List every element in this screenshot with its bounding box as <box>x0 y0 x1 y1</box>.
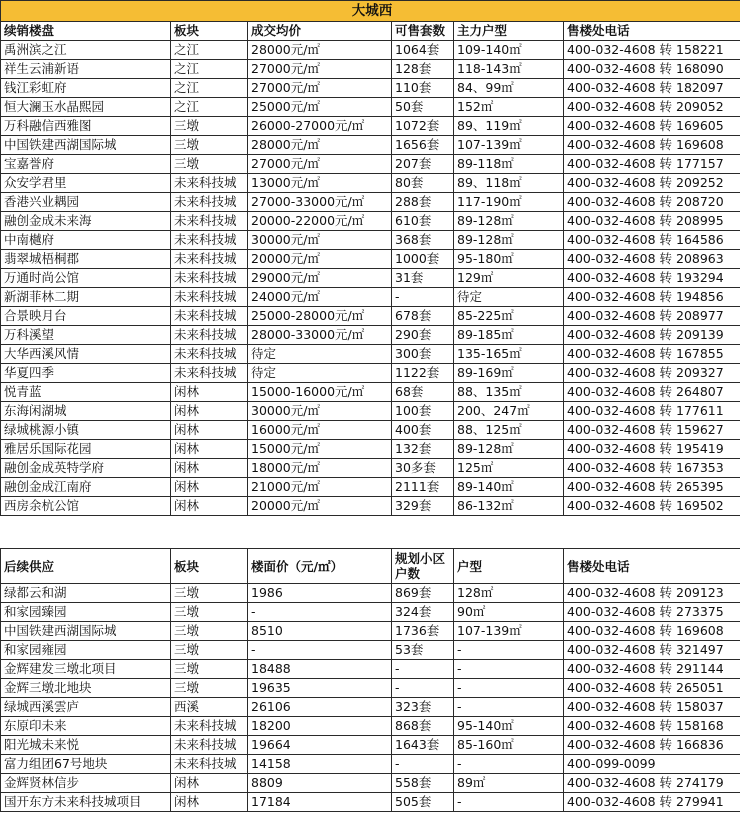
table-row <box>1 345 740 364</box>
phone-cell: 400-032-4608 转 177611 <box>564 402 740 421</box>
price-cell: 26106 <box>248 698 392 717</box>
project-name-cell: 雅居乐国际花园 <box>1 440 171 459</box>
project-name-cell: 合景映月台 <box>1 307 171 326</box>
layout-cell: 128㎡ <box>454 584 564 603</box>
layout-cell: - <box>454 641 564 660</box>
district-cell: 三墩 <box>171 679 248 698</box>
district-cell: 闲林 <box>171 497 248 516</box>
table-row <box>1 364 740 383</box>
project-name-cell: 宝嘉誉府 <box>1 155 171 174</box>
project-name-cell: 万科溪望 <box>1 326 171 345</box>
phone-cell: 400-032-4608 转 279941 <box>564 793 740 812</box>
phone-cell: 400-032-4608 转 265051 <box>564 679 740 698</box>
district-cell: 闲林 <box>171 774 248 793</box>
layout-cell: 117-190㎡ <box>454 193 564 212</box>
col-header: 续销楼盘 <box>1 22 171 41</box>
price-cell: 27000元/㎡ <box>248 60 392 79</box>
project-name-cell: 翡翠城梧桐郡 <box>1 250 171 269</box>
price-cell: - <box>248 603 392 622</box>
table-row <box>1 478 740 497</box>
district-cell: 未来科技城 <box>171 755 248 774</box>
district-cell: 闲林 <box>171 478 248 497</box>
header-row <box>1 22 740 41</box>
units-cell: 1656套 <box>392 136 454 155</box>
district-cell: 未来科技城 <box>171 193 248 212</box>
district-cell: 之江 <box>171 98 248 117</box>
units-cell: 1736套 <box>392 622 454 641</box>
table-row <box>1 793 740 812</box>
phone-cell: 400-032-4608 转 273375 <box>564 603 740 622</box>
project-name-cell: 香港兴业耦园 <box>1 193 171 212</box>
col-header: 板块 <box>171 549 248 584</box>
units-cell: 1072套 <box>392 117 454 136</box>
district-cell: 之江 <box>171 41 248 60</box>
layout-cell: - <box>454 698 564 717</box>
layout-cell: - <box>454 679 564 698</box>
col-header: 板块 <box>171 22 248 41</box>
project-name-cell: 国开东方未来科技城项目 <box>1 793 171 812</box>
phone-cell: 400-032-4608 转 158168 <box>564 717 740 736</box>
project-name-cell: 中南樾府 <box>1 231 171 250</box>
price-cell: 25000-28000元/㎡ <box>248 307 392 326</box>
phone-cell: 400-032-4608 转 169608 <box>564 622 740 641</box>
units-cell: 1122套 <box>392 364 454 383</box>
units-cell: 1064套 <box>392 41 454 60</box>
layout-cell: 135-165㎡ <box>454 345 564 364</box>
units-cell: 329套 <box>392 497 454 516</box>
table-row <box>1 603 740 622</box>
units-cell: 324套 <box>392 603 454 622</box>
layout-cell: 84、99㎡ <box>454 79 564 98</box>
table-row <box>1 660 740 679</box>
phone-cell: 400-032-4608 转 195419 <box>564 440 740 459</box>
district-cell: 之江 <box>171 79 248 98</box>
layout-cell: 95-140㎡ <box>454 717 564 736</box>
project-name-cell: 绿城桃源小镇 <box>1 421 171 440</box>
district-cell: 三墩 <box>171 603 248 622</box>
phone-cell: 400-032-4608 转 164586 <box>564 231 740 250</box>
units-cell: 323套 <box>392 698 454 717</box>
project-name-cell: 悦青蓝 <box>1 383 171 402</box>
phone-cell: 400-032-4608 转 167353 <box>564 459 740 478</box>
project-name-cell: 东海闲湖城 <box>1 402 171 421</box>
district-cell: 三墩 <box>171 155 248 174</box>
project-name-cell: 融创金成江南府 <box>1 478 171 497</box>
table-row <box>1 774 740 793</box>
price-cell: 26000-27000元/㎡ <box>248 117 392 136</box>
price-cell: 28000元/㎡ <box>248 136 392 155</box>
price-cell: 待定 <box>248 364 392 383</box>
layout-cell: 85-225㎡ <box>454 307 564 326</box>
units-cell: - <box>392 288 454 307</box>
phone-cell: 400-032-4608 转 321497 <box>564 641 740 660</box>
district-cell: 三墩 <box>171 136 248 155</box>
units-cell: 1643套 <box>392 736 454 755</box>
project-name-cell: 众安学君里 <box>1 174 171 193</box>
phone-cell: 400-032-4608 转 291144 <box>564 660 740 679</box>
price-cell: 18488 <box>248 660 392 679</box>
project-name-cell: 恒大澜玉水晶熙园 <box>1 98 171 117</box>
phone-cell: 400-032-4608 转 209052 <box>564 98 740 117</box>
project-name-cell: 和家园雍园 <box>1 641 171 660</box>
layout-cell: 107-139㎡ <box>454 136 564 155</box>
phone-cell: 400-032-4608 转 209139 <box>564 326 740 345</box>
project-name-cell: 中国铁建西湖国际城 <box>1 622 171 641</box>
layout-cell: 89、119㎡ <box>454 117 564 136</box>
section-gap <box>0 528 740 548</box>
table-title: 大城西 <box>1 1 740 22</box>
future-supply-table <box>0 548 740 812</box>
col-header: 户型 <box>454 549 564 584</box>
phone-cell: 400-099-0099 <box>564 755 740 774</box>
layout-cell: 88、135㎡ <box>454 383 564 402</box>
phone-cell: 400-032-4608 转 177157 <box>564 155 740 174</box>
price-cell: 20000元/㎡ <box>248 497 392 516</box>
price-cell: 待定 <box>248 345 392 364</box>
layout-cell: 89-169㎡ <box>454 364 564 383</box>
layout-cell: 89-128㎡ <box>454 212 564 231</box>
layout-cell: 89-140㎡ <box>454 478 564 497</box>
layout-cell: 89㎡ <box>454 774 564 793</box>
layout-cell: 109-140㎡ <box>454 41 564 60</box>
col-header: 楼面价（元/㎡） <box>248 549 392 584</box>
units-cell: 290套 <box>392 326 454 345</box>
price-cell: 1986 <box>248 584 392 603</box>
units-cell: 31套 <box>392 269 454 288</box>
district-cell: 西溪 <box>171 698 248 717</box>
phone-cell: 400-032-4608 转 208995 <box>564 212 740 231</box>
phone-cell: 400-032-4608 转 168090 <box>564 60 740 79</box>
table-row <box>1 717 740 736</box>
units-cell: - <box>392 755 454 774</box>
units-cell: 128套 <box>392 60 454 79</box>
price-cell: 21000元/㎡ <box>248 478 392 497</box>
phone-cell: 400-032-4608 转 194856 <box>564 288 740 307</box>
col-header: 规划小区户数 <box>392 549 454 584</box>
district-cell: 闲林 <box>171 440 248 459</box>
table-row <box>1 307 740 326</box>
col-header: 后续供应 <box>1 549 171 584</box>
price-cell: 28000元/㎡ <box>248 41 392 60</box>
price-cell: 27000元/㎡ <box>248 79 392 98</box>
table-row <box>1 41 740 60</box>
table-row <box>1 459 740 478</box>
district-cell: 未来科技城 <box>171 212 248 231</box>
units-cell: 678套 <box>392 307 454 326</box>
table-row <box>1 174 740 193</box>
district-cell: 未来科技城 <box>171 250 248 269</box>
layout-cell: 89-128㎡ <box>454 440 564 459</box>
phone-cell: 400-032-4608 转 274179 <box>564 774 740 793</box>
price-cell: 19635 <box>248 679 392 698</box>
district-cell: 三墩 <box>171 660 248 679</box>
district-cell: 未来科技城 <box>171 345 248 364</box>
price-cell: 18200 <box>248 717 392 736</box>
table-row <box>1 155 740 174</box>
price-cell: 27000元/㎡ <box>248 155 392 174</box>
col-header: 可售套数 <box>392 22 454 41</box>
table-row <box>1 383 740 402</box>
layout-cell: - <box>454 793 564 812</box>
phone-cell: 400-032-4608 转 193294 <box>564 269 740 288</box>
project-name-cell: 金辉贤林信步 <box>1 774 171 793</box>
layout-cell: 89-185㎡ <box>454 326 564 345</box>
phone-cell: 400-032-4608 转 167855 <box>564 345 740 364</box>
price-cell: 20000-22000元/㎡ <box>248 212 392 231</box>
units-cell: 2111套 <box>392 478 454 497</box>
table-row <box>1 584 740 603</box>
price-cell: 8510 <box>248 622 392 641</box>
layout-cell: 89-128㎡ <box>454 231 564 250</box>
project-name-cell: 融创金成英特学府 <box>1 459 171 478</box>
layout-cell: - <box>454 755 564 774</box>
layout-cell: 86-132㎡ <box>454 497 564 516</box>
layout-cell: 89、118㎡ <box>454 174 564 193</box>
table-row <box>1 755 740 774</box>
units-cell: 100套 <box>392 402 454 421</box>
table-row <box>1 193 740 212</box>
district-cell: 闲林 <box>171 459 248 478</box>
district-cell: 未来科技城 <box>171 269 248 288</box>
layout-cell: 200、247㎡ <box>454 402 564 421</box>
table-row <box>1 736 740 755</box>
phone-cell: 400-032-4608 转 265395 <box>564 478 740 497</box>
table-row <box>1 497 740 516</box>
col-header: 售楼处电话 <box>564 549 740 584</box>
district-cell: 未来科技城 <box>171 288 248 307</box>
phone-cell: 400-032-4608 转 209327 <box>564 364 740 383</box>
layout-cell: 152㎡ <box>454 98 564 117</box>
title-row <box>1 1 740 22</box>
district-cell: 三墩 <box>171 641 248 660</box>
table-row <box>1 60 740 79</box>
layout-cell: 95-180㎡ <box>454 250 564 269</box>
price-cell: 18000元/㎡ <box>248 459 392 478</box>
district-cell: 闲林 <box>171 793 248 812</box>
district-cell: 闲林 <box>171 402 248 421</box>
header-row <box>1 549 740 584</box>
layout-cell: 129㎡ <box>454 269 564 288</box>
table-row <box>1 698 740 717</box>
units-cell: 132套 <box>392 440 454 459</box>
phone-cell: 400-032-4608 转 208720 <box>564 193 740 212</box>
table-row <box>1 98 740 117</box>
units-cell: 505套 <box>392 793 454 812</box>
col-header: 成交均价 <box>248 22 392 41</box>
layout-cell: 89-118㎡ <box>454 155 564 174</box>
district-cell: 闲林 <box>171 421 248 440</box>
district-cell: 未来科技城 <box>171 364 248 383</box>
table-row <box>1 440 740 459</box>
units-cell: 80套 <box>392 174 454 193</box>
table-row <box>1 212 740 231</box>
district-cell: 三墩 <box>171 117 248 136</box>
price-cell: 15000元/㎡ <box>248 440 392 459</box>
price-cell: - <box>248 641 392 660</box>
phone-cell: 400-032-4608 转 166836 <box>564 736 740 755</box>
price-cell: 24000元/㎡ <box>248 288 392 307</box>
layout-cell: 88、125㎡ <box>454 421 564 440</box>
table-row <box>1 117 740 136</box>
table-row <box>1 269 740 288</box>
units-cell: 68套 <box>392 383 454 402</box>
district-cell: 之江 <box>171 60 248 79</box>
price-cell: 20000元/㎡ <box>248 250 392 269</box>
table-row <box>1 622 740 641</box>
phone-cell: 400-032-4608 转 182097 <box>564 79 740 98</box>
table-row <box>1 79 740 98</box>
layout-cell: - <box>454 660 564 679</box>
units-cell: - <box>392 660 454 679</box>
phone-cell: 400-032-4608 转 208963 <box>564 250 740 269</box>
units-cell: 1000套 <box>392 250 454 269</box>
district-cell: 未来科技城 <box>171 326 248 345</box>
layout-cell: 85-160㎡ <box>454 736 564 755</box>
phone-cell: 400-032-4608 转 158037 <box>564 698 740 717</box>
units-cell: 207套 <box>392 155 454 174</box>
project-name-cell: 大华西溪风情 <box>1 345 171 364</box>
units-cell: 869套 <box>392 584 454 603</box>
phone-cell: 400-032-4608 转 208977 <box>564 307 740 326</box>
district-cell: 未来科技城 <box>171 307 248 326</box>
units-cell: 110套 <box>392 79 454 98</box>
col-header: 售楼处电话 <box>564 22 740 41</box>
district-cell: 未来科技城 <box>171 231 248 250</box>
project-name-cell: 中国铁建西湖国际城 <box>1 136 171 155</box>
units-cell: 300套 <box>392 345 454 364</box>
district-cell: 三墩 <box>171 622 248 641</box>
units-cell: - <box>392 679 454 698</box>
price-cell: 28000-33000元/㎡ <box>248 326 392 345</box>
phone-cell: 400-032-4608 转 264807 <box>564 383 740 402</box>
project-name-cell: 融创金成未来海 <box>1 212 171 231</box>
project-name-cell: 金辉三墩北地块 <box>1 679 171 698</box>
units-cell: 400套 <box>392 421 454 440</box>
phone-cell: 400-032-4608 转 169608 <box>564 136 740 155</box>
district-cell: 未来科技城 <box>171 717 248 736</box>
project-name-cell: 钱江彩虹府 <box>1 79 171 98</box>
price-cell: 27000-33000元/㎡ <box>248 193 392 212</box>
district-cell: 未来科技城 <box>171 174 248 193</box>
units-cell: 30多套 <box>392 459 454 478</box>
units-cell: 50套 <box>392 98 454 117</box>
phone-cell: 400-032-4608 转 209123 <box>564 584 740 603</box>
project-name-cell: 和家园臻园 <box>1 603 171 622</box>
price-cell: 30000元/㎡ <box>248 402 392 421</box>
project-name-cell: 禹洲滨之江 <box>1 41 171 60</box>
phone-cell: 400-032-4608 转 158221 <box>564 41 740 60</box>
units-cell: 558套 <box>392 774 454 793</box>
price-cell: 29000元/㎡ <box>248 269 392 288</box>
layout-cell: 107-139㎡ <box>454 622 564 641</box>
project-name-cell: 东原印未来 <box>1 717 171 736</box>
project-name-cell: 华夏四季 <box>1 364 171 383</box>
table-row <box>1 288 740 307</box>
project-name-cell: 万科融信西雅图 <box>1 117 171 136</box>
price-cell: 25000元/㎡ <box>248 98 392 117</box>
layout-cell: 90㎡ <box>454 603 564 622</box>
table-row <box>1 136 740 155</box>
price-cell: 19664 <box>248 736 392 755</box>
table-row <box>1 679 740 698</box>
units-cell: 610套 <box>392 212 454 231</box>
project-name-cell: 绿都云和湖 <box>1 584 171 603</box>
table-row <box>1 421 740 440</box>
layout-cell: 125㎡ <box>454 459 564 478</box>
table-row <box>1 326 740 345</box>
project-name-cell: 阳光城未来悦 <box>1 736 171 755</box>
price-cell: 30000元/㎡ <box>248 231 392 250</box>
units-cell: 868套 <box>392 717 454 736</box>
district-cell: 三墩 <box>171 584 248 603</box>
col-header: 主力户型 <box>454 22 564 41</box>
district-cell: 未来科技城 <box>171 736 248 755</box>
units-cell: 53套 <box>392 641 454 660</box>
price-cell: 16000元/㎡ <box>248 421 392 440</box>
table-row <box>1 402 740 421</box>
units-cell: 288套 <box>392 193 454 212</box>
price-cell: 8809 <box>248 774 392 793</box>
project-name-cell: 绿城西溪雲庐 <box>1 698 171 717</box>
price-cell: 17184 <box>248 793 392 812</box>
project-name-cell: 万通时尚公馆 <box>1 269 171 288</box>
phone-cell: 400-032-4608 转 169502 <box>564 497 740 516</box>
project-name-cell: 金辉建发三墩北项目 <box>1 660 171 679</box>
table-row <box>1 641 740 660</box>
project-name-cell: 西房余杭公馆 <box>1 497 171 516</box>
phone-cell: 400-032-4608 转 209252 <box>564 174 740 193</box>
project-name-cell: 新湖菲林二期 <box>1 288 171 307</box>
project-name-cell: 富力组团67号地块 <box>1 755 171 774</box>
units-cell: 368套 <box>392 231 454 250</box>
layout-cell: 118-143㎡ <box>454 60 564 79</box>
phone-cell: 400-032-4608 转 169605 <box>564 117 740 136</box>
project-name-cell: 祥生云浦新语 <box>1 60 171 79</box>
layout-cell: 待定 <box>454 288 564 307</box>
price-cell: 13000元/㎡ <box>248 174 392 193</box>
table-row <box>1 231 740 250</box>
phone-cell: 400-032-4608 转 159627 <box>564 421 740 440</box>
price-cell: 14158 <box>248 755 392 774</box>
table-row <box>1 250 740 269</box>
district-cell: 闲林 <box>171 383 248 402</box>
price-cell: 15000-16000元/㎡ <box>248 383 392 402</box>
